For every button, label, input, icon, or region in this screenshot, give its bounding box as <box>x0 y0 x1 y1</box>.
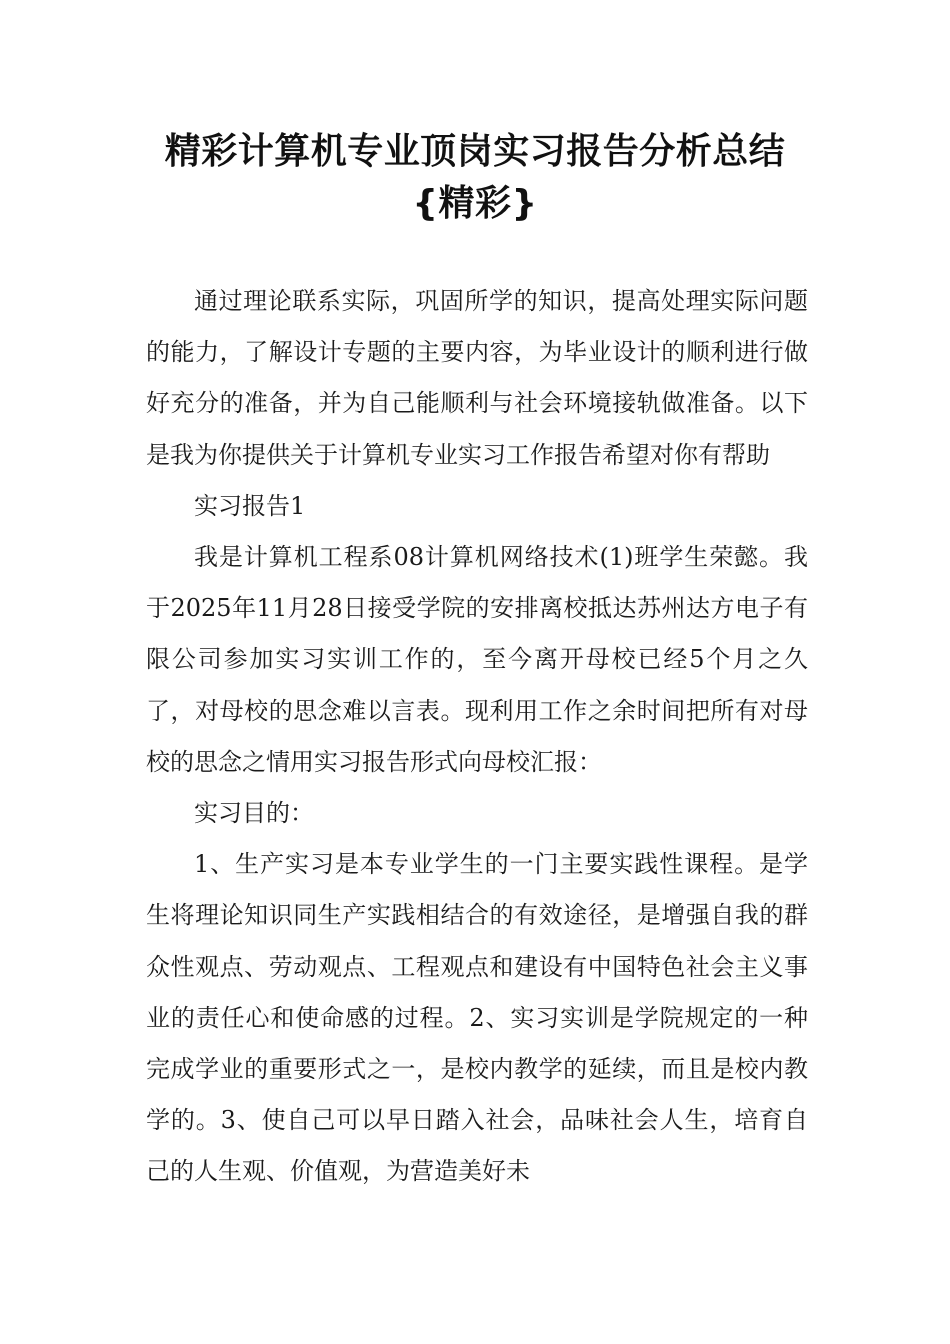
title-line-1: 精彩计算机专业顶岗实习报告分析总结 <box>164 131 786 172</box>
paragraph-purpose-body: 1、生产实习是本专业学生的一门主要实践性课程。是学生将理论知识同生产实践相结合的有效途径，是增强自我的群众性观点、劳动观点、工程观点和建设有中国特色社会主义事业的责任心和使命感的过程。2、实习实训是学院规定的一种完成学业的重要形式之一，是校内教学的延续，而且是校内教学的。3、使自己可以早日踏入社会，品味社会人生，培育自己的人生观、价值观，为营造美好未 <box>146 850 808 1186</box>
paragraph-intro: 通过理论联系实际，巩固所学的知识，提高处理实际问题的能力，了解设计专题的主要内容，为毕业设计的顺利进行做好充分的准备，并为自己能顺利与社会环境接轨做准备。以下是我为你提供关于计算机专业实习工作报告希望对你有帮助 <box>146 287 808 469</box>
title-line-2: {精彩} <box>412 183 538 224</box>
paragraph-self-introduction: 我是计算机工程系08计算机网络技术(1)班学生荣懿。我于2025年11月28日接受学院的安排离校抵达苏州达方电子有限公司参加实习实训工作的，至今离开母校已经5个月之久了，对母校的思念难以言表。现利用工作之余时间把所有对母校的思念之情用实习报告形式向母校汇报： <box>146 543 808 776</box>
paragraph-report-heading: 实习报告1 <box>194 491 306 520</box>
paragraph-purpose-heading: 实习目的： <box>194 799 314 828</box>
document-body <box>146 276 808 1198</box>
document-title <box>120 126 830 230</box>
